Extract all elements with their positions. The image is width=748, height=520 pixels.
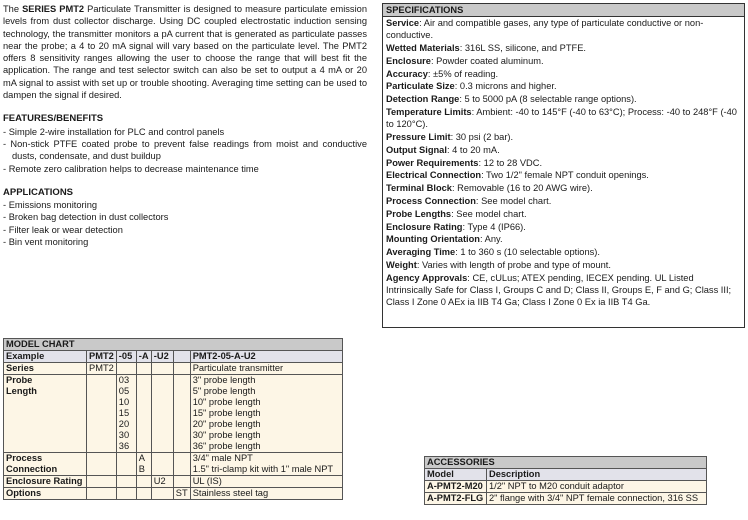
code-cell xyxy=(87,430,117,441)
specifications-box xyxy=(382,3,745,328)
code-cell xyxy=(173,375,190,387)
spec-row xyxy=(383,182,744,194)
row-description: 30" probe length xyxy=(190,430,342,441)
code-cell xyxy=(151,386,173,397)
spec-value: : 4 to 20 mA. xyxy=(446,144,500,155)
row-label: Process xyxy=(4,453,87,465)
code-cell xyxy=(136,488,151,500)
spec-label: Temperature Limits xyxy=(386,106,472,117)
code-cell xyxy=(136,386,151,397)
spec-label: Averaging Time xyxy=(386,247,456,258)
code-cell xyxy=(87,464,117,476)
table-row xyxy=(4,476,343,488)
series-name: SERIES PMT2 xyxy=(22,4,85,14)
code-cell xyxy=(173,476,190,488)
list-item: - Remote zero calibration helps to decrease maintenance time xyxy=(3,163,367,175)
spec-label: Wetted Materials xyxy=(386,43,460,53)
spec-label: Pressure Limit xyxy=(386,131,451,142)
row-description: UL (IS) xyxy=(190,476,342,488)
spec-value: : 0.3 microns and higher. xyxy=(454,81,557,92)
spec-value: : 1 to 360 s (10 selectable options). xyxy=(455,247,600,258)
spec-value: : Varies with length of probe and type of mount. xyxy=(416,259,611,270)
spec-row xyxy=(383,80,744,92)
specifications-heading: SPECIFICATIONS xyxy=(383,3,744,17)
code-cell xyxy=(151,363,173,375)
code-cell xyxy=(151,464,173,476)
spec-label: Electrical Connection xyxy=(386,170,482,181)
accessory-model: A-PMT2-FLG xyxy=(425,493,487,505)
table-row xyxy=(4,464,343,476)
accessory-model: A-PMT2-M20 xyxy=(425,481,487,493)
spec-label: Power Requirements xyxy=(386,157,479,168)
row-label: Probe xyxy=(4,375,87,387)
row-label xyxy=(4,397,87,408)
spec-label: Probe Lengths xyxy=(386,208,452,219)
code-cell: 36 xyxy=(116,441,136,453)
code-cell xyxy=(173,453,190,465)
spec-value: : CE, cULus; ATEX pending, IECEX pending. UL Listed Intrinsically Safe for Class I, Groups C and D; Class II, Groups E, F and G; Class III; Class I Zone 0 AEx ia IIB T4 Ga; Class I Zone 0 Ex ia IIB T4 Ga. xyxy=(386,272,732,308)
table-row xyxy=(4,453,343,465)
spec-value: : Any. xyxy=(480,234,503,245)
spec-value: : Two 1/2" female NPT conduit openings. xyxy=(481,170,649,181)
code-cell xyxy=(87,375,117,387)
accessory-description: 1/2" NPT to M20 conduit adaptor xyxy=(487,481,707,493)
model-chart-title: MODEL CHART xyxy=(4,339,343,351)
spec-value: : 12 to 28 VDC. xyxy=(478,157,543,168)
row-description: 20" probe length xyxy=(190,419,342,430)
row-label: Length xyxy=(4,386,87,397)
spec-value: : Ambient: -40 to 145°F (-40 to 63°C); Process: -40 to 248°F (-40 to 120°C). xyxy=(386,106,737,130)
row-label: Enclosure Rating xyxy=(4,476,87,488)
spec-label: Enclosure Rating xyxy=(386,221,463,232)
code-cell xyxy=(136,408,151,419)
row-label: Series xyxy=(4,363,87,375)
table-row xyxy=(4,408,343,419)
spec-label: Service xyxy=(386,18,420,28)
row-description: Particulate transmitter xyxy=(190,363,342,375)
table-row xyxy=(4,488,343,500)
code-cell xyxy=(136,375,151,387)
code-cell: -05 xyxy=(116,351,136,363)
code-cell xyxy=(173,408,190,419)
table-row xyxy=(4,430,343,441)
row-label xyxy=(4,408,87,419)
list-item: - Bin vent monitoring xyxy=(3,236,367,248)
row-description: 10" probe length xyxy=(190,397,342,408)
spec-value: : See model chart. xyxy=(451,208,527,219)
accessories-title: ACCESSORIES xyxy=(425,457,707,469)
row-description: 3/4" male NPT xyxy=(190,453,342,465)
code-cell: 30 xyxy=(116,430,136,441)
row-description: 1.5" tri-clamp kit with 1" male NPT xyxy=(190,464,342,476)
code-cell xyxy=(116,488,136,500)
spec-label: Output Signal xyxy=(386,144,447,155)
spec-row xyxy=(383,195,744,207)
code-cell xyxy=(151,430,173,441)
accessory-description: 2" flange with 3/4" NPT female connection, 316 SS xyxy=(487,493,707,505)
spec-label: Terminal Block xyxy=(386,183,452,194)
code-cell: -A xyxy=(136,351,151,363)
spec-value: : Type 4 (IP66). xyxy=(462,221,526,232)
code-cell xyxy=(173,430,190,441)
code-cell xyxy=(151,375,173,387)
spec-label: Detection Range xyxy=(386,94,460,105)
row-description: Stainless steel tag xyxy=(190,488,342,500)
spec-row xyxy=(383,131,744,143)
code-cell xyxy=(173,386,190,397)
spec-row xyxy=(383,246,744,258)
code-cell: 05 xyxy=(116,386,136,397)
spec-row xyxy=(383,17,744,41)
code-cell xyxy=(173,419,190,430)
code-cell xyxy=(151,408,173,419)
row-description: 3" probe length xyxy=(190,375,342,387)
spec-row xyxy=(383,42,744,54)
code-cell xyxy=(173,351,190,363)
code-cell xyxy=(87,441,117,453)
code-cell: 10 xyxy=(116,397,136,408)
code-cell: 03 xyxy=(116,375,136,387)
spec-label: Process Connection xyxy=(386,195,476,206)
code-cell xyxy=(136,476,151,488)
spec-row xyxy=(383,157,744,169)
code-cell xyxy=(173,441,190,453)
spec-row xyxy=(383,169,744,181)
row-description: 36" probe length xyxy=(190,441,342,453)
table-row xyxy=(4,397,343,408)
spec-value: : See model chart. xyxy=(475,195,552,206)
spec-label: Enclosure xyxy=(386,55,431,66)
code-cell xyxy=(173,363,190,375)
row-label xyxy=(4,430,87,441)
code-cell: 20 xyxy=(116,419,136,430)
row-description: PMT2-05-A-U2 xyxy=(190,351,342,363)
table-row xyxy=(4,419,343,430)
spec-label: Mounting Orientation xyxy=(386,234,480,245)
list-item: - Simple 2-wire installation for PLC and control panels xyxy=(3,126,367,138)
column-header: Description xyxy=(487,469,707,481)
spec-label: Accuracy xyxy=(386,68,428,79)
code-cell: PMT2 xyxy=(87,363,117,375)
features-list xyxy=(3,126,367,175)
code-cell: A xyxy=(136,453,151,465)
spec-row xyxy=(383,208,744,220)
spec-row xyxy=(383,221,744,233)
table-row xyxy=(4,386,343,397)
list-item: - Emissions monitoring xyxy=(3,199,367,211)
code-cell xyxy=(87,453,117,465)
spec-row xyxy=(383,233,744,245)
table-row xyxy=(4,441,343,453)
row-description: 15" probe length xyxy=(190,408,342,419)
intro-text: Particulate Transmitter is designed to measure particulate emission levels from dust collector discharge. Using DC coupled electrostatic induction sensing technology, the transmitter monitors a pA current that is generated as particulate passes near the probe; a 4 to 20 mA signal will vary based on the particulate level. The PMT2 offers 8 sensitivity ranges allowing the user to choose the range that will best fit the application. The range and test selector switch can also be set to output a 4 mA or 20 mA signal to assist with set up or trouble shooting. Averaging time setting can be used to dampen the signal if desired. xyxy=(3,4,367,101)
code-cell xyxy=(151,453,173,465)
spec-value: : Air and compatible gases, any type of particulate conductive or non-conductive. xyxy=(386,18,704,41)
column-header: Model xyxy=(425,469,487,481)
code-cell xyxy=(151,397,173,408)
table-row xyxy=(4,351,343,363)
spec-value: : 5 to 5000 pA (8 selectable range options). xyxy=(459,94,637,105)
code-cell: 15 xyxy=(116,408,136,419)
spec-value: : 30 psi (2 bar). xyxy=(450,131,514,142)
spec-label: Particulate Size xyxy=(386,81,455,92)
code-cell xyxy=(151,488,173,500)
row-label xyxy=(4,441,87,453)
code-cell xyxy=(116,363,136,375)
code-cell xyxy=(173,464,190,476)
code-cell xyxy=(87,397,117,408)
intro-paragraph xyxy=(3,3,367,248)
code-cell xyxy=(87,488,117,500)
list-item: - Non-stick PTFE coated probe to prevent false readings from moist and conductive dusts, condensate, and dust buildup xyxy=(3,138,367,163)
code-cell xyxy=(87,419,117,430)
row-label: Options xyxy=(4,488,87,500)
table-row xyxy=(4,363,343,375)
code-cell: B xyxy=(136,464,151,476)
spec-value: : Removable (16 to 20 AWG wire). xyxy=(451,183,593,194)
accessories-table xyxy=(424,456,707,505)
code-cell xyxy=(151,419,173,430)
features-heading: FEATURES/BENEFITS xyxy=(3,113,104,125)
code-cell xyxy=(116,476,136,488)
row-label xyxy=(4,419,87,430)
list-item: - Broken bag detection in dust collectors xyxy=(3,211,367,223)
spec-row xyxy=(383,68,744,80)
row-description: 5" probe length xyxy=(190,386,342,397)
code-cell xyxy=(136,419,151,430)
code-cell xyxy=(116,453,136,465)
code-cell xyxy=(87,386,117,397)
code-cell xyxy=(116,464,136,476)
spec-row xyxy=(383,259,744,271)
list-item: - Filter leak or wear detection xyxy=(3,224,367,236)
spec-label: Weight xyxy=(386,259,417,270)
code-cell xyxy=(136,441,151,453)
code-cell xyxy=(151,441,173,453)
code-cell xyxy=(87,408,117,419)
code-cell: ST xyxy=(173,488,190,500)
code-cell xyxy=(136,397,151,408)
spec-value: : Powder coated aluminum. xyxy=(430,55,544,66)
spec-row xyxy=(383,93,744,105)
code-cell xyxy=(87,476,117,488)
applications-heading: APPLICATIONS xyxy=(3,186,74,198)
spec-row xyxy=(383,272,744,309)
row-label: Example xyxy=(4,351,87,363)
spec-value: : ±5% of reading. xyxy=(427,68,499,79)
code-cell: PMT2 xyxy=(87,351,117,363)
model-chart-table xyxy=(3,338,343,500)
table-row xyxy=(4,375,343,387)
spec-row xyxy=(383,55,744,67)
row-label: Connection xyxy=(4,464,87,476)
spec-row xyxy=(383,144,744,156)
spec-label: Agency Approvals xyxy=(386,272,468,283)
intro-prefix: The xyxy=(3,4,23,14)
code-cell xyxy=(136,363,151,375)
applications-list xyxy=(3,199,367,248)
code-cell xyxy=(173,397,190,408)
code-cell: -U2 xyxy=(151,351,173,363)
code-cell: U2 xyxy=(151,476,173,488)
code-cell xyxy=(136,430,151,441)
spec-row xyxy=(383,106,744,130)
spec-value: : 316L SS, silicone, and PTFE. xyxy=(459,43,586,53)
